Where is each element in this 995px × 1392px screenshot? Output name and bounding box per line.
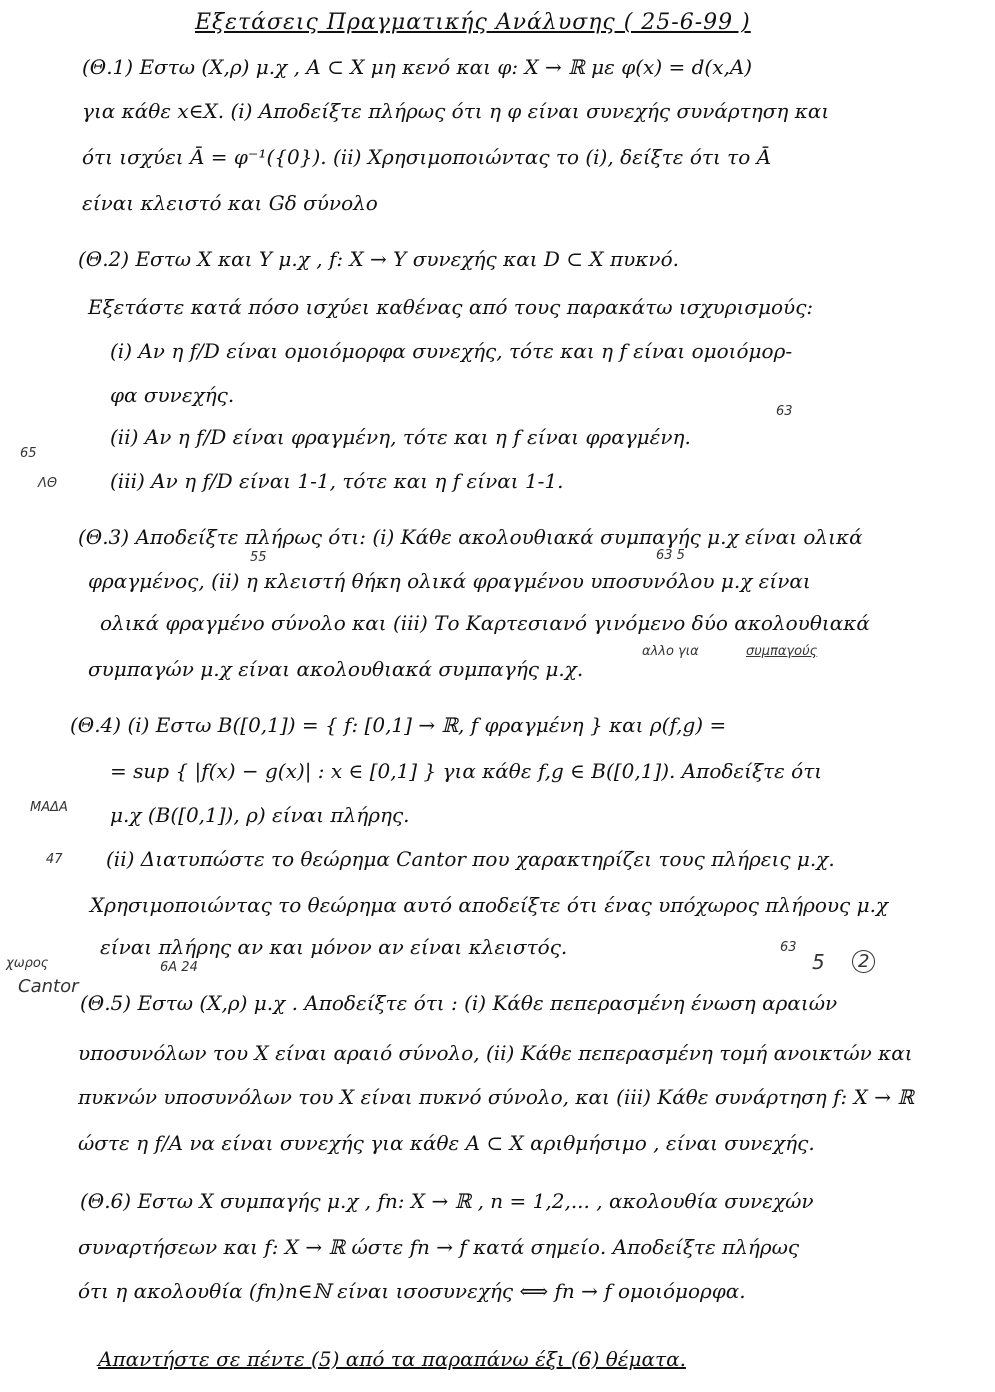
problem-6-line-2: συναρτήσεων και f: X → ℝ ώστε fn → f κατά σημείο. Αποδείξτε πλήρως — [78, 1235, 800, 1259]
margin-note: 63 5 — [656, 548, 685, 563]
problem-5-line-3: πυκνών υποσυνόλων του X είναι πυκνό σύνολο, και (iii) Κάθε συνάρτηση f: X → ℝ — [78, 1085, 914, 1109]
margin-note: χωρος — [6, 956, 49, 971]
exam-footer: Απαντήστε σε πέντε (5) από τα παραπάνω έξι (6) θέματα. — [98, 1347, 686, 1371]
margin-note: 63 — [780, 940, 797, 955]
problem-3-line-2: φραγμένος, (ii) η κλειστή θήκη ολικά φραγμένου υποσυνόλου μ.χ είναι — [88, 569, 811, 593]
margin-note: 55 — [250, 550, 267, 565]
problem-2-line-1: (Θ.2) Εστω X και Y μ.χ , f: X → Y συνεχής και D ⊂ X πυκνό. — [78, 247, 679, 271]
margin-note: 47 — [46, 852, 63, 867]
problem-3-line-1: (Θ.3) Αποδείξτε πλήρως ότι: (i) Κάθε ακολουθιακά συμπαγής μ.χ είναι ολικά — [78, 525, 863, 549]
margin-note: συμπαγούς — [746, 644, 818, 659]
margin-note: αλλο για — [642, 644, 699, 659]
margin-note: 6Α 24 — [160, 960, 198, 975]
margin-note: 2 — [852, 950, 875, 973]
problem-2-item-1: (i) Αν η f/D είναι ομοιόμορφα συνεχής, τότε και η f είναι ομοιόμορ- — [110, 339, 793, 363]
problem-5-line-2: υποσυνόλων του X είναι αραιό σύνολο, (ii) Κάθε πεπερασμένη τομή ανοικτών και — [78, 1041, 913, 1065]
problem-6-line-1: (Θ.6) Εστω X συμπαγής μ.χ , fn: X → ℝ , n = 1,2,... , ακολουθία συνεχών — [80, 1189, 814, 1213]
problem-4-line-2: = sup { |f(x) − g(x)| : x ∈ [0,1] } για κάθε f,g ∈ B([0,1]). Αποδείξτε ότι — [110, 759, 823, 783]
margin-note: Cantor — [18, 976, 79, 997]
problem-4-line-6: είναι πλήρης αν και μόνον αν είναι κλειστός. — [100, 935, 568, 959]
problem-4-line-5: Χρησιμοποιώντας το θεώρημα αυτό αποδείξτε ότι ένας υπόχωρος πλήρους μ.χ — [90, 893, 889, 917]
problem-4-line-1: (Θ.4) (i) Εστω B([0,1]) = { f: [0,1] → ℝ, f φραγμένη } και ρ(f,g) = — [70, 713, 727, 737]
margin-note: 63 — [776, 404, 793, 419]
problem-5-line-4: ώστε η f/A να είναι συνεχής για κάθε A ⊂ X αριθμήσιμο , είναι συνεχής. — [78, 1131, 815, 1155]
problem-2-item-2: (ii) Αν η f/D είναι φραγμένη, τότε και η f είναι φραγμένη. — [110, 425, 691, 449]
problem-2-line-2: Εξετάστε κατά πόσο ισχύει καθένας από τους παρακάτω ισχυρισμούς: — [88, 295, 814, 319]
problem-6-line-3: ότι η ακολουθία (fn)n∈ℕ είναι ισοσυνεχής ⟺ fn → f ομοιόμορφα. — [78, 1279, 746, 1303]
exam-title: Εξετάσεις Πραγματικής Ανάλυσης ( 25-6-99 ) — [195, 10, 751, 35]
problem-4-item-2: (ii) Διατυπώστε το θεώρημα Cantor που χαρακτηρίζει τους πλήρεις μ.χ. — [106, 847, 835, 871]
problem-4-line-3: μ.χ (B([0,1]), ρ) είναι πλήρης. — [110, 803, 410, 827]
problem-3-line-4: συμπαγών μ.χ είναι ακολουθιακά συμπαγής μ.χ. — [88, 657, 584, 681]
problem-2-item-3: (iii) Αν η f/D είναι 1-1, τότε και η f είναι 1-1. — [110, 469, 564, 493]
problem-3-line-3: ολικά φραγμένο σύνολο και (iii) Το Καρτεσιανό γινόμενο δύο ακολουθιακά — [100, 611, 870, 635]
margin-note: ΜΑΔΑ — [30, 800, 68, 815]
problem-2-item-1-cont: φα συνεχής. — [110, 383, 235, 407]
problem-1-line-1: (Θ.1) Εστω (X,ρ) μ.χ , A ⊂ X μη κενό και φ: X → ℝ με φ(x) = d(x,A) — [82, 55, 753, 79]
margin-note: 5 — [812, 950, 825, 974]
margin-note: ΛΘ — [38, 476, 58, 491]
problem-1-line-4: είναι κλειστό και Gδ σύνολο — [82, 191, 378, 215]
problem-1-line-3: ότι ισχύει Ā = φ⁻¹({0}). (ii) Χρησιμοποιώντας το (i), δείξτε ότι το Ā — [82, 145, 772, 169]
margin-note: 65 — [20, 446, 37, 461]
problem-1-line-2: για κάθε x∈X. (i) Αποδείξτε πλήρως ότι η φ είναι συνεχής συνάρτηση και — [82, 99, 830, 123]
problem-5-line-1: (Θ.5) Εστω (X,ρ) μ.χ . Αποδείξτε ότι : (i) Κάθε πεπερασμένη ένωση αραιών — [80, 991, 838, 1015]
